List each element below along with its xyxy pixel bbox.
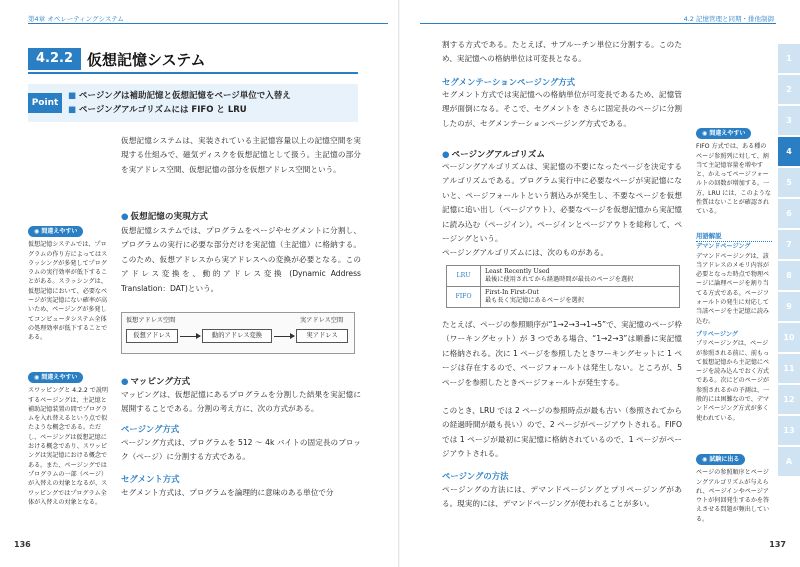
chapter-tab[interactable]: 13 [778,416,800,445]
page-method-paragraph: ページング方式は、プログラムを 512 ～ 4k バイトの固定長のブロック（ページ）に分割する方式である。 [121,438,361,462]
segment-method-paragraph: セグメント方式は、プログラムを論理的に意味のある単位で分 [121,488,334,497]
chapter-tab-active[interactable]: 4 [778,137,800,166]
intro-paragraph: 仮想記憶システムは、実装されている主記憶容量以上の記憶空間を実現する仕組みで、磁気ディスクを仮想記憶として扱う。主記憶の部分を実アドレス空間、仮想記憶の部分を仮想アドレス空間という。 [121,136,361,174]
page-number-right: 137 [769,540,786,549]
heading-impl: ● 仮想記憶の実現方式 [121,210,208,222]
paging-method-paragraph: ページングの方法には、デマンドページングとプリページングがある。現実的には、デマンドページングが使われることが多い。 [442,485,682,509]
chapter-tab[interactable]: 10 [778,323,800,352]
running-head-rule [28,23,388,24]
running-head-left: 第4章 オペレーティングシステム [28,15,124,23]
sidenote-tricky [696,128,772,217]
diagram-virtual-space-label: 仮想アドレス空間 [126,317,176,324]
table-row [447,287,680,308]
running-head-right: 4.2 記憶管理と同期・排他制御 [683,15,774,23]
dat-diagram [121,312,355,354]
segpage-paragraph: セグメント方式では実記憶への格納単位が可変長であるため、記憶管理が面倒になる。そこで、セグメントを さらに固定長のページに分割したのが、セグメンテーションページング方式である。 [442,90,682,128]
point-item: ■ ページングアルゴリズムには FIFO と LRU [68,103,291,117]
cont-paragraph: 割する方式である。たとえば、サブルーチン単位に分割する。このため、実記憶への格納単位は可変長となる。 [442,40,682,64]
chapter-tabs [778,44,800,478]
point-box [28,84,358,122]
section-number: 4.2.2 [28,48,81,70]
tricky-badge: ◉ 間違えやすい [28,226,83,237]
example-paragraph-2: このとき、LRU では 2 ページの参照時点が最も古い（参照されてから の経過時間が最も長い）ので、2 ページがページアウトされる。FIFO では 1 ページが最初に実記憶に格納されているので、1 ページがページアウトされる。 [442,406,682,459]
diagram-real-space-label: 実アドレス空間 [300,317,344,324]
algo-paragraph-2: ページングアルゴリズムには、次のものがある。 [442,248,609,257]
sidenote-tricky-1 [28,226,108,343]
glossary-term-prepaging: プリページング [696,330,738,338]
section-heading: 仮想記憶システム [87,50,206,69]
chapter-tab[interactable]: 1 [778,44,800,73]
chapter-tab[interactable]: 9 [778,292,800,321]
algo-paragraph: ページングアルゴリズムは、実記憶の不要になったページを決定するアルゴリズムである。プログラム実行中に必要なページが実記憶にないと、ページフォールトという割込みが発生し、不要なページを仮想記憶に追い出し（ページアウト）、必要なページを仮想記憶から実記憶に読み込む（ページイン）。ページインとページアウトを総称して、ページングという。 [442,162,682,244]
tricky-badge: ◉ 間違えやすい [28,372,83,383]
chapter-tab[interactable]: 2 [778,75,800,104]
heading-paging-method: ページングの方法 [442,471,509,481]
chapter-tab[interactable]: 3 [778,106,800,135]
glossary-text-demand: デマンドページングは、該当アドレスのメモリ内容が必要となった時点で物理ページに論理ページを割り当てる方式である。ページフォールトの発生に対応して当該ページを主記憶に読み込む。 [696,252,770,325]
arrow-icon [274,336,294,337]
point-label: Point [28,93,62,113]
chapter-tab[interactable]: 5 [778,168,800,197]
point-item: ■ ページングは補助記憶と仮想記憶をページ単位で入替え [68,89,291,103]
point-items [68,89,291,117]
glossary-heading: 用語解説 [696,232,722,240]
algorithm-table [446,265,680,308]
impl-paragraph: 仮想記憶システムでは、プログラムをページやセグメントに分割し、プログラムの実行に必要な部分だけを実記憶（主記憶）に格納する。このため、仮想アドレスから実アドレスへの変換が必要となる。このアドレス変換を、動的アドレス変換 (Dynamic Address Translation：DAT)という。 [121,226,361,293]
sidenote-text: 仮想記憶システムでは、プログラムの作り方によってはスラッシングが多発してプログラムの実行効率が低下することがある。スラッシングは、仮想記憶において、必要なページが実記憶にない確率が高いため、ページングが多発してコンピュータシステム全体の処理効率が低下することである。 [28,241,108,342]
section-title [28,48,206,70]
table-desc: First-In First-Out 最も長く実記憶にあるページを選択 [481,287,680,308]
diagram-virtual-box: 仮想アドレス [126,329,178,343]
diagram-real-box: 実アドレス [296,329,348,343]
glossary-text-prepaging: プリページングは、ページが参照される前に、前もって仮想記憶から主記憶にページを読み込んでおく方式である。次にどのページが参照されるかの予測は、一般的には困難なので、デマンドページング方式が多く使われている。 [696,340,770,422]
exam-badge: ◉ 試験に出る [696,454,745,465]
table-desc: Least Recently Used 最後に使用されてから経過時間が最長のページを選択 [481,266,680,287]
example-paragraph: たとえば、ページの参照順序が“1→2→3→1→5”で、実記憶のページ枠（ワーキングセット）が 3 つである場合、“1→2→3”は順番に実記憶に格納される。次に 1 ページを参照したときワーキングセットに 1 ページは存在するので、ページフォールトは発生しない。ところが、5 ページを参照したときページフォールトが発生する。 [442,320,682,387]
page-number-left: 136 [14,540,31,549]
sidenote-tricky-2 [28,372,108,507]
mapping-paragraph: マッピングは、仮想記憶にあるプログラムを分割した結果を実記憶に展開することである。分割の考え方に、次の方式がある。 [121,390,361,414]
tricky-badge: ◉ 間違えやすい [696,128,751,139]
heading-algo: ● ページングアルゴリズム [442,148,545,160]
arrow-icon [180,336,200,337]
heading-page-method: ページング方式 [121,424,180,434]
heading-mapping: ● マッピング方式 [121,375,190,387]
diagram-dat-box: 動的アドレス変換 [202,329,272,343]
sidenote-text: スワッピングと 4.2.2 で説明するページングは、主記憶と補助記憶装置の間でプログラムを入れ替えるという点で似たような概念である。ただし、ページングは仮想記憶における概念であり、スワッピングは実記憶における概念である。また、ページングではプログラムの一部（ページ）が入替えの対象となるが、スワッピングではプログラム全体が入替えの対象となる。 [28,387,109,506]
table-key: LRU [447,266,481,287]
sidenote-text: FIFO 方式では、ある種のページ参照列に対して、割当て主記憶容量を増やすと、かえってページフォールトの回数が増加する。一方、LRU には、このような性質はないことが確認されている。 [696,143,771,216]
chapter-tab[interactable]: A [778,447,800,476]
section-rule [28,72,358,74]
heading-segpage: セグメンテーションページング方式 [442,77,576,87]
sidenote-glossary [696,232,772,423]
chapter-tab[interactable]: 8 [778,261,800,290]
glossary-term-demand: デマンドページング [696,243,751,251]
chapter-tab[interactable]: 6 [778,199,800,228]
chapter-tab[interactable]: 12 [778,385,800,414]
table-row [447,266,680,287]
chapter-tab[interactable]: 7 [778,230,800,259]
running-head-rule [420,23,776,24]
sidenote-exam [696,454,772,524]
table-key: FIFO [447,287,481,308]
heading-segment-method: セグメント方式 [121,474,180,484]
chapter-tab[interactable]: 11 [778,354,800,383]
sidenote-text: ページの参照順序とページングアルゴリズムが与えられ、ページインやページアウトが何回発生するかを答えさせる問題が頻出している。 [696,469,770,523]
